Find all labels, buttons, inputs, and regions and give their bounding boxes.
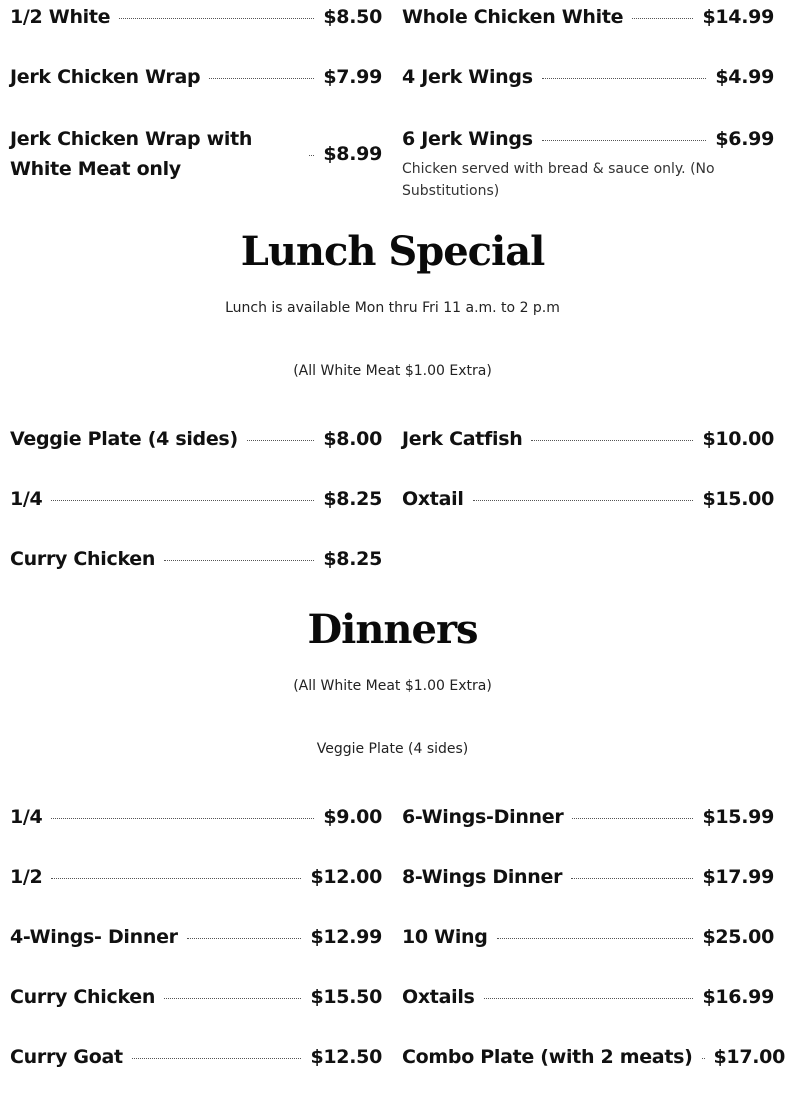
dot-leader [132,1058,302,1059]
dot-leader [484,998,694,999]
lunch-special-heading: Lunch Special [0,228,785,275]
item-price: $8.25 [323,548,382,570]
item-price: $25.00 [702,926,774,948]
menu-item [402,920,774,980]
item-price: $8.50 [323,6,382,28]
item-price: $17.99 [702,866,774,888]
menu-item [10,542,382,602]
dot-leader [187,938,302,939]
dot-leader [51,500,314,501]
dot-leader [572,818,693,819]
item-price: $12.99 [310,926,382,948]
dot-leader [542,78,707,79]
dot-leader [571,878,693,879]
top-menu-section [10,0,775,212]
item-name: 4 Jerk Wings [402,62,533,92]
item-name: 1/4 [10,484,42,514]
item-name: Jerk Chicken Wrap with White Meat only [10,124,300,184]
menu-item [402,860,774,920]
menu-item [402,482,774,542]
item-price: $4.99 [715,66,774,88]
item-name: Oxtails [402,982,475,1012]
item-price: $10.00 [702,428,774,450]
dinners-extra-note: (All White Meat $1.00 Extra) [0,678,785,694]
dot-leader [247,440,315,441]
lunch-menu-section [10,422,775,602]
item-name: Oxtail [402,484,464,514]
item-name: Veggie Plate (4 sides) [10,424,238,454]
item-price: $8.99 [323,143,382,165]
item-price: $16.99 [702,986,774,1008]
dot-leader [51,878,301,879]
dinners-heading: Dinners [0,606,785,653]
menu-item [10,422,382,482]
menu-item [402,1040,774,1100]
menu-item [402,122,774,212]
dot-leader [309,155,314,156]
lunch-extra-note: (All White Meat $1.00 Extra) [0,363,785,379]
menu-item [10,122,382,212]
dot-leader [164,560,314,561]
dot-leader [497,938,694,939]
menu-item [10,60,382,120]
dot-leader [632,18,693,19]
menu-item [10,920,382,980]
dot-leader [119,18,314,19]
item-price: $17.00 [714,1046,785,1068]
item-name: Curry Chicken [10,544,155,574]
menu-item [10,1040,382,1100]
dinners-menu-section [10,800,775,1100]
menu-item [402,0,774,60]
item-name: Jerk Chicken Wrap [10,62,200,92]
item-name: 4-Wings- Dinner [10,922,178,952]
dot-leader [164,998,301,999]
menu-item [10,0,382,60]
item-price: $15.99 [702,806,774,828]
dot-leader [209,78,314,79]
item-name: Jerk Catfish [402,424,522,454]
item-price: $15.50 [310,986,382,1008]
lunch-availability: Lunch is available Mon thru Fri 11 a.m. to 2 p.m [0,300,785,316]
item-price: $6.99 [715,128,774,150]
top-left-column [10,0,382,212]
dot-leader [542,140,707,141]
menu-item [10,482,382,542]
item-name: 1/2 White [10,2,110,32]
dinners-right-column [402,800,774,1100]
item-name: 1/2 [10,862,42,892]
dot-leader [51,818,314,819]
top-right-column [402,0,774,212]
item-price: $14.99 [702,6,774,28]
dot-leader [531,440,693,441]
dinners-left-column [10,800,382,1100]
menu-item [10,860,382,920]
item-name: 6 Jerk Wings [402,124,533,154]
item-price: $8.25 [323,488,382,510]
item-price: $12.00 [310,866,382,888]
lunch-left-column [10,422,382,602]
dinners-veggie-note: Veggie Plate (4 sides) [0,741,785,757]
item-name: Combo Plate (with 2 meats) [402,1042,693,1072]
dot-leader [702,1058,705,1059]
item-note: Chicken served with bread & sauce only. (No Substitutions) [402,158,732,202]
item-price: $9.00 [323,806,382,828]
item-name: 6-Wings-Dinner [402,802,563,832]
menu-item [402,800,774,860]
lunch-right-column [402,422,774,602]
item-name: Curry Chicken [10,982,155,1012]
item-price: $7.99 [323,66,382,88]
menu-item [10,800,382,860]
item-price: $12.50 [310,1046,382,1068]
menu-item [402,980,774,1040]
menu-item [402,60,774,120]
item-name: 1/4 [10,802,42,832]
menu-item [402,422,774,482]
item-name: Whole Chicken White [402,2,623,32]
item-name: 8-Wings Dinner [402,862,562,892]
item-price: $8.00 [323,428,382,450]
item-name: Curry Goat [10,1042,123,1072]
menu-item [10,980,382,1040]
item-name: 10 Wing [402,922,488,952]
dot-leader [473,500,694,501]
item-price: $15.00 [702,488,774,510]
